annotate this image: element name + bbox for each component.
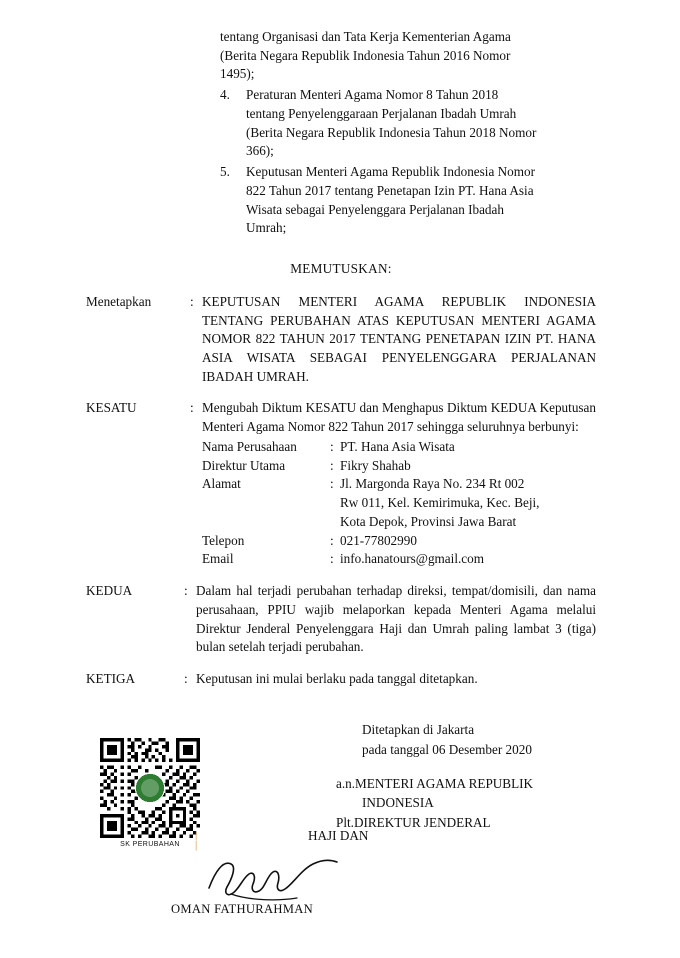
detail-colon: : [330, 551, 334, 567]
list-item [220, 163, 596, 238]
menetapkan-colon: : [190, 293, 194, 309]
list-item-line: Peraturan Menteri Agama Nomor 8 Tahun 2018 [246, 87, 499, 103]
detail-colon: : [330, 476, 334, 492]
detail-key: Email [202, 551, 234, 567]
kesatu-row [86, 399, 596, 569]
menetapkan-label: Menetapkan [86, 293, 152, 309]
list-item-line: (Berita Negara Republik Indonesia Tahun 2018 Nomor [246, 124, 537, 140]
spacer [336, 760, 596, 774]
on-behalf-line-1: a.n.MENTERI AGAMA REPUBLIK [336, 775, 534, 791]
detail-value: Fikry Shahab [340, 457, 411, 473]
position-line: Plt.DIREKTUR JENDERAL [336, 815, 491, 831]
detail-colon: : [330, 457, 334, 473]
detail-value: PT. Hana Asia Wisata [340, 438, 455, 454]
continued-paragraph-line: 1495); [220, 66, 255, 82]
kesatu-intro: Mengubah Diktum KESATU dan Menghapus Diktum KEDUA Keputusan Menteri Agama Nomor 822 Tahun 2017 sehingga seluruhnya berbunyi: [202, 400, 596, 435]
continued-paragraph-line: (Berita Negara Republik Indonesia Tahun 2016 Nomor [220, 47, 511, 63]
continued-paragraph [220, 28, 596, 84]
kedua-text: Dalam hal terjadi perubahan terhadap direksi, tempat/domisili, dan nama perusahaan, PPIU wajib melaporkan kepada Menteri Agama melalui Direktur Jenderal Penyelenggara Haji dan Umrah paling lambat 3 (tiga) bulan setelah terjadi perubahan. [196, 583, 596, 655]
qr-code-graphic [100, 738, 200, 838]
ketiga-label: KETIGA [86, 671, 136, 687]
list-item-body [246, 163, 596, 238]
detail-colon: : [330, 532, 334, 548]
list-item-number: 4. [220, 87, 230, 103]
ketiga-text: Keputusan ini mulai berlaku pada tanggal ditetapkan. [196, 671, 478, 687]
continued-paragraph-line: tentang Organisasi dan Tata Kerja Kementerian Agama [220, 29, 511, 44]
company-details [202, 438, 596, 569]
list-item-line: tentang Penyelenggaraan Perjalanan Ibadah Umrah [246, 105, 517, 121]
kesatu-content [202, 399, 596, 569]
memutuskan-heading: MEMUTUSKAN: [290, 261, 392, 277]
list-item-line: Umrah; [246, 220, 287, 236]
detail-value: info.hanatours@gmail.com [340, 551, 484, 567]
place-line: Ditetapkan di Jakarta [362, 722, 475, 737]
detail-row-phone [202, 532, 596, 551]
qr-code-block [94, 738, 206, 851]
list-item-line: 366); [246, 143, 274, 159]
list-item-line: Keputusan Menteri Agama Republik Indonesia Nomor [246, 164, 535, 180]
list-item-number: 5. [220, 164, 230, 180]
address-line-2: Rw 011, Kel. Kemirimuka, Kec. Beji, [340, 495, 540, 511]
kesatu-colon: : [190, 400, 194, 416]
handwritten-signature [201, 850, 351, 908]
kedua-colon: : [184, 583, 188, 599]
kesatu-label: KESATU [86, 400, 137, 416]
menetapkan-row [86, 293, 596, 387]
signature-block [336, 720, 596, 833]
date-line: pada tanggal 06 Desember 2020 [362, 741, 532, 757]
detail-key: Alamat [202, 476, 241, 492]
document-body [86, 28, 596, 689]
kedua-row [86, 582, 596, 657]
detail-row-email [202, 550, 596, 569]
signer-name: OMAN FATHURAHMAN [171, 902, 314, 916]
menetapkan-text: KEPUTUSAN MENTERI AGAMA REPUBLIK INDONESIA TENTANG PERUBAHAN ATAS KEPUTUSAN MENTERI AGAMA NOMOR 822 TAHUN 2017 TENTANG PENETAPAN IZIN PT. HANA ASIA WISATA SEBAGAI PENYELENGGARA PERJALANAN IBADAH UMRAH. [202, 293, 596, 384]
ketiga-row [86, 670, 596, 689]
detail-key: Nama Perusahaan [202, 438, 297, 454]
on-behalf-line-2: INDONESIA [362, 795, 434, 811]
detail-value: 021-77802990 [340, 532, 417, 548]
detail-value: Jl. Margonda Raya No. 234 Rt 002 [340, 476, 525, 492]
qr-code-caption: SK PERUBAHAN [120, 841, 180, 848]
detail-row-director [202, 457, 596, 476]
list-item-body [246, 86, 596, 161]
qr-code [100, 738, 200, 838]
list-item [220, 86, 596, 161]
kedua-label: KEDUA [86, 583, 133, 599]
digital-signature-mark: | | [195, 829, 198, 851]
detail-key: Direktur Utama [202, 457, 286, 473]
list-item-line: 822 Tahun 2017 tentang Penetapan Izin PT. Hana Asia [246, 182, 534, 198]
signature-area [86, 710, 596, 950]
address-line-3: Kota Depok, Provinsi Jawa Barat [340, 513, 517, 529]
position-line-continuation: HAJI DAN [308, 828, 369, 843]
detail-colon: : [330, 438, 334, 454]
list-item-line: Wisata sebagai Penyelenggara Perjalanan Ibadah [246, 201, 504, 217]
detail-row-company-name [202, 438, 596, 457]
ketiga-colon: : [184, 671, 188, 687]
detail-key: Telepon [202, 532, 245, 548]
detail-row-address [202, 475, 596, 494]
